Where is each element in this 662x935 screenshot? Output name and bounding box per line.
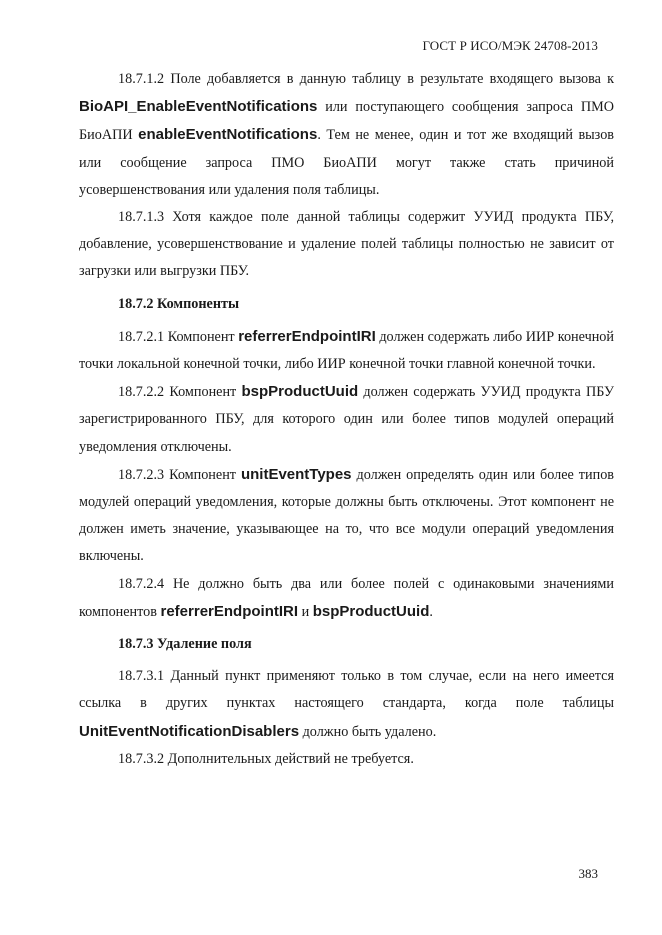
code-term: unitEventTypes	[240, 465, 352, 483]
paragraph-text: должен содержать либо ИИР конечной точки локальной конечной точки, либо ИИР конечной точки главной конечной точки.	[79, 328, 614, 373]
code-term: bspProductUuid	[312, 602, 430, 620]
paragraph-18-7-3-2: 18.7.3.2 Дополнительных действий не требуется.	[118, 750, 414, 767]
paragraph-text: 18.7.2.1 Компонент	[118, 328, 239, 345]
paragraph-text: 18.7.3.1 Данный пункт применяют только в том случае, если на него имеется ссылка в других пунктах настоящего стандарта, когда поле таблицы	[79, 668, 614, 712]
code-term: BioAPI_EnableEventNotifications	[79, 98, 318, 116]
code-term: referrerEndpointIRI	[160, 602, 299, 620]
paragraph-18-7-1-3: 18.7.1.3 Хотя каждое поле данной таблицы содержит УУИД продукта ПБУ, добавление, усовершенствование и удаление полей таблицы полностью не зависит от загрузки или выгрузки ПБУ.	[79, 209, 614, 280]
paragraph-18-7-3-1	[79, 663, 614, 746]
section-heading-18-7-3: 18.7.3 Удаление поля	[118, 636, 252, 653]
paragraph-18-7-2-3	[79, 461, 614, 571]
code-term: bspProductUuid	[241, 383, 359, 401]
document-body	[79, 66, 614, 773]
document-header: ГОСТ Р ИСО/МЭК 24708-2013	[422, 38, 598, 53]
code-term: referrerEndpointIRI	[238, 327, 376, 345]
paragraph-text: или поступающего сообщения запроса ПМО БиоАПИ	[79, 99, 614, 144]
paragraph-text: .	[429, 603, 433, 620]
paragraph-18-7-2-2	[79, 378, 614, 461]
paragraph-text: 18.7.1.2 Поле добавляется в данную таблицу в результате входящего вызова к	[118, 71, 614, 87]
paragraph-text: должен содержать УУИД продукта ПБУ зарегистрированного ПБУ, для которого один или более типов модулей операций уведомления отключены.	[79, 384, 614, 455]
paragraph-18-7-2-4	[79, 571, 614, 626]
page-number: 383	[578, 866, 598, 881]
code-term: enableEventNotifications	[138, 126, 318, 144]
paragraph-text: и	[298, 603, 313, 620]
section-heading-18-7-2: 18.7.2 Компоненты	[118, 295, 240, 312]
paragraph-text: должен определять один или более типов модулей операций уведомления, которые должны быть отключены. Этот компонент не должен иметь значение, указывающее на то, что все модули операций уведомления включены.	[79, 466, 614, 565]
paragraph-text: . Тем не менее, один и тот же входящий вызов или сообщение запроса ПМО БиоАПИ могут также стать причиной усовершенствования или удаления поля таблицы.	[79, 127, 614, 198]
paragraph-text: 18.7.2.4 Не должно быть два или более полей с одинаковыми значениями компонентов	[79, 575, 614, 620]
code-term: UnitEventNotificationDisablers	[79, 722, 300, 740]
paragraph-text: 18.7.2.2 Компонент	[118, 384, 242, 401]
paragraph-18-7-1-2	[79, 66, 614, 204]
paragraph-18-7-2-1	[79, 323, 614, 378]
paragraph-text: должно быть удалено.	[299, 723, 437, 740]
paragraph-text: 18.7.2.3 Компонент	[118, 466, 241, 483]
